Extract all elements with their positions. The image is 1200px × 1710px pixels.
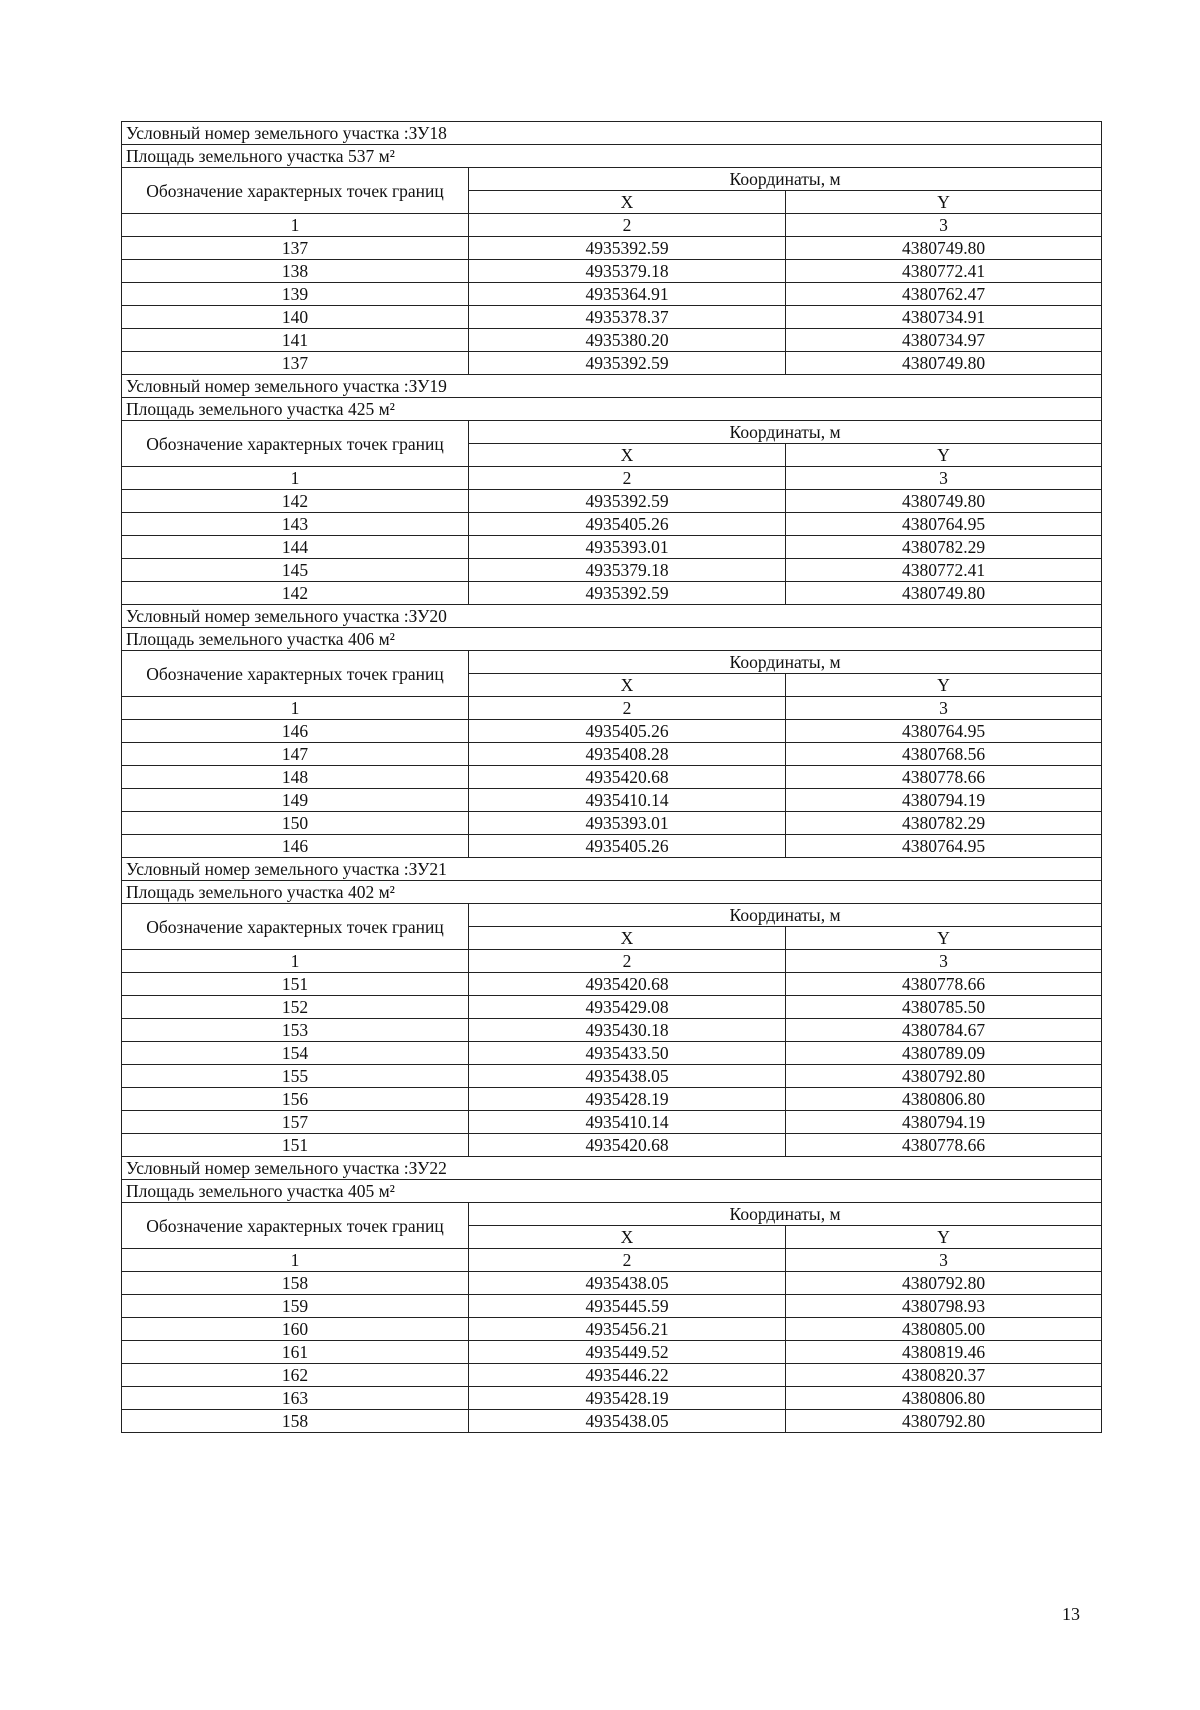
parcel-area-unit: м² xyxy=(378,882,395,902)
table-row xyxy=(122,789,1102,812)
point-number: 140 xyxy=(122,306,469,329)
y-coordinate: 4380778.66 xyxy=(786,1134,1102,1157)
parcel-number-label: Условный номер земельного участка : xyxy=(126,859,409,879)
parcel-id: ЗУ18 xyxy=(408,123,447,143)
parcel-area xyxy=(122,145,1102,168)
x-coordinate: 4935438.05 xyxy=(469,1272,786,1295)
x-coordinate: 4935364.91 xyxy=(469,283,786,306)
parcel-number-label: Условный номер земельного участка : xyxy=(126,123,409,143)
header-row xyxy=(122,421,1102,444)
table-row xyxy=(122,490,1102,513)
point-number: 142 xyxy=(122,490,469,513)
parcel-area-value: 405 xyxy=(347,1181,375,1201)
y-coordinate: 4380820.37 xyxy=(786,1364,1102,1387)
parcel-area-unit: м² xyxy=(378,146,395,166)
column-number: 3 xyxy=(786,467,1102,490)
table-row xyxy=(122,1364,1102,1387)
coords-header: Координаты, м xyxy=(469,651,1102,674)
header-row xyxy=(122,168,1102,191)
parcel-area-label: Площадь земельного участка xyxy=(126,882,344,902)
x-header: X xyxy=(469,1226,786,1249)
point-number: 146 xyxy=(122,835,469,858)
table-row xyxy=(122,1088,1102,1111)
table-row xyxy=(122,1318,1102,1341)
column-number: 2 xyxy=(469,214,786,237)
parcel-area-value: 537 xyxy=(347,146,375,166)
x-coordinate: 4935420.68 xyxy=(469,766,786,789)
x-coordinate: 4935408.28 xyxy=(469,743,786,766)
parcel-area-unit: м² xyxy=(378,1181,395,1201)
point-number: 153 xyxy=(122,1019,469,1042)
x-coordinate: 4935392.59 xyxy=(469,352,786,375)
coords-header: Координаты, м xyxy=(469,904,1102,927)
point-number: 158 xyxy=(122,1410,469,1433)
parcel-number xyxy=(122,858,1102,881)
page-number: 13 xyxy=(1062,1604,1080,1624)
x-coordinate: 4935392.59 xyxy=(469,582,786,605)
y-coordinate: 4380798.93 xyxy=(786,1295,1102,1318)
table-row xyxy=(122,283,1102,306)
y-coordinate: 4380785.50 xyxy=(786,996,1102,1019)
parcel-number-row xyxy=(122,858,1102,881)
table-row xyxy=(122,1111,1102,1134)
table-row xyxy=(122,720,1102,743)
point-number: 148 xyxy=(122,766,469,789)
points-header: Обозначение характерных точек границ xyxy=(122,168,469,214)
x-coordinate: 4935428.19 xyxy=(469,1387,786,1410)
point-number: 142 xyxy=(122,582,469,605)
y-coordinate: 4380778.66 xyxy=(786,973,1102,996)
point-number: 141 xyxy=(122,329,469,352)
parcel-area-unit: м² xyxy=(378,629,395,649)
parcel-area-row xyxy=(122,628,1102,651)
point-number: 158 xyxy=(122,1272,469,1295)
coords-header: Координаты, м xyxy=(469,1203,1102,1226)
x-coordinate: 4935420.68 xyxy=(469,1134,786,1157)
point-number: 160 xyxy=(122,1318,469,1341)
column-number-row xyxy=(122,467,1102,490)
parcel-area xyxy=(122,1180,1102,1203)
column-number: 2 xyxy=(469,467,786,490)
x-coordinate: 4935405.26 xyxy=(469,720,786,743)
point-number: 143 xyxy=(122,513,469,536)
x-header: X xyxy=(469,927,786,950)
table-row xyxy=(122,1042,1102,1065)
parcel-area-row xyxy=(122,145,1102,168)
x-coordinate: 4935405.26 xyxy=(469,835,786,858)
parcel-number xyxy=(122,605,1102,628)
table-row xyxy=(122,996,1102,1019)
parcel-id: ЗУ20 xyxy=(408,606,447,626)
point-number: 157 xyxy=(122,1111,469,1134)
parcel-number-row xyxy=(122,122,1102,145)
table-row xyxy=(122,329,1102,352)
x-coordinate: 4935379.18 xyxy=(469,260,786,283)
parcel-area-value: 406 xyxy=(347,629,375,649)
x-coordinate: 4935449.52 xyxy=(469,1341,786,1364)
y-coordinate: 4380805.00 xyxy=(786,1318,1102,1341)
point-number: 162 xyxy=(122,1364,469,1387)
parcel-area-value: 402 xyxy=(347,882,375,902)
coords-header: Координаты, м xyxy=(469,168,1102,191)
parcel-number-label: Условный номер земельного участка : xyxy=(126,1158,409,1178)
y-header: Y xyxy=(786,191,1102,214)
parcel-number-row xyxy=(122,1157,1102,1180)
point-number: 139 xyxy=(122,283,469,306)
point-number: 138 xyxy=(122,260,469,283)
column-number-row xyxy=(122,950,1102,973)
column-number: 3 xyxy=(786,697,1102,720)
x-header: X xyxy=(469,191,786,214)
points-header: Обозначение характерных точек границ xyxy=(122,421,469,467)
x-coordinate: 4935433.50 xyxy=(469,1042,786,1065)
x-coordinate: 4935420.68 xyxy=(469,973,786,996)
parcel-area-row xyxy=(122,1180,1102,1203)
table-row xyxy=(122,973,1102,996)
y-coordinate: 4380749.80 xyxy=(786,237,1102,260)
point-number: 156 xyxy=(122,1088,469,1111)
point-number: 147 xyxy=(122,743,469,766)
y-coordinate: 4380772.41 xyxy=(786,559,1102,582)
column-number: 1 xyxy=(122,1249,469,1272)
points-header: Обозначение характерных точек границ xyxy=(122,1203,469,1249)
point-number: 151 xyxy=(122,1134,469,1157)
table-row xyxy=(122,306,1102,329)
column-number: 3 xyxy=(786,1249,1102,1272)
x-coordinate: 4935393.01 xyxy=(469,536,786,559)
x-coordinate: 4935445.59 xyxy=(469,1295,786,1318)
parcel-area-value: 425 xyxy=(347,399,375,419)
point-number: 163 xyxy=(122,1387,469,1410)
table-row xyxy=(122,1019,1102,1042)
header-row xyxy=(122,904,1102,927)
y-coordinate: 4380819.46 xyxy=(786,1341,1102,1364)
x-coordinate: 4935410.14 xyxy=(469,1111,786,1134)
x-header: X xyxy=(469,674,786,697)
y-coordinate: 4380782.29 xyxy=(786,536,1102,559)
point-number: 137 xyxy=(122,237,469,260)
y-coordinate: 4380734.91 xyxy=(786,306,1102,329)
point-number: 150 xyxy=(122,812,469,835)
x-coordinate: 4935410.14 xyxy=(469,789,786,812)
table-row xyxy=(122,1272,1102,1295)
parcel-area xyxy=(122,398,1102,421)
point-number: 152 xyxy=(122,996,469,1019)
column-number-row xyxy=(122,697,1102,720)
table-row xyxy=(122,1134,1102,1157)
x-coordinate: 4935392.59 xyxy=(469,490,786,513)
y-coordinate: 4380806.80 xyxy=(786,1387,1102,1410)
y-coordinate: 4380792.80 xyxy=(786,1065,1102,1088)
y-coordinate: 4380749.80 xyxy=(786,582,1102,605)
y-coordinate: 4380782.29 xyxy=(786,812,1102,835)
parcel-number xyxy=(122,375,1102,398)
y-coordinate: 4380772.41 xyxy=(786,260,1102,283)
header-row xyxy=(122,651,1102,674)
x-coordinate: 4935405.26 xyxy=(469,513,786,536)
column-number-row xyxy=(122,1249,1102,1272)
y-coordinate: 4380764.95 xyxy=(786,720,1102,743)
y-coordinate: 4380792.80 xyxy=(786,1272,1102,1295)
table-row xyxy=(122,766,1102,789)
y-header: Y xyxy=(786,444,1102,467)
point-number: 155 xyxy=(122,1065,469,1088)
column-number: 1 xyxy=(122,214,469,237)
column-number: 1 xyxy=(122,467,469,490)
y-header: Y xyxy=(786,674,1102,697)
y-coordinate: 4380792.80 xyxy=(786,1410,1102,1433)
y-coordinate: 4380778.66 xyxy=(786,766,1102,789)
coordinates-table-body xyxy=(122,122,1102,1433)
table-row xyxy=(122,743,1102,766)
table-row xyxy=(122,812,1102,835)
y-header: Y xyxy=(786,927,1102,950)
table-row xyxy=(122,1065,1102,1088)
table-row xyxy=(122,513,1102,536)
parcel-id: ЗУ21 xyxy=(408,859,447,879)
parcel-number-row xyxy=(122,605,1102,628)
table-row xyxy=(122,582,1102,605)
column-number-row xyxy=(122,214,1102,237)
y-coordinate: 4380784.67 xyxy=(786,1019,1102,1042)
points-header: Обозначение характерных точек границ xyxy=(122,904,469,950)
x-coordinate: 4935446.22 xyxy=(469,1364,786,1387)
parcel-area-label: Площадь земельного участка xyxy=(126,629,344,649)
x-coordinate: 4935393.01 xyxy=(469,812,786,835)
parcel-number-row xyxy=(122,375,1102,398)
column-number: 2 xyxy=(469,1249,786,1272)
points-header: Обозначение характерных точек границ xyxy=(122,651,469,697)
point-number: 145 xyxy=(122,559,469,582)
table-row xyxy=(122,237,1102,260)
y-coordinate: 4380806.80 xyxy=(786,1088,1102,1111)
parcel-area-label: Площадь земельного участка xyxy=(126,399,344,419)
parcel-number-label: Условный номер земельного участка : xyxy=(126,606,409,626)
y-coordinate: 4380762.47 xyxy=(786,283,1102,306)
y-coordinate: 4380789.09 xyxy=(786,1042,1102,1065)
column-number: 3 xyxy=(786,214,1102,237)
point-number: 146 xyxy=(122,720,469,743)
point-number: 151 xyxy=(122,973,469,996)
x-coordinate: 4935428.19 xyxy=(469,1088,786,1111)
parcel-area-unit: м² xyxy=(378,399,395,419)
y-coordinate: 4380764.95 xyxy=(786,835,1102,858)
parcel-number xyxy=(122,1157,1102,1180)
column-number: 1 xyxy=(122,697,469,720)
table-row xyxy=(122,352,1102,375)
x-header: X xyxy=(469,444,786,467)
column-number: 2 xyxy=(469,697,786,720)
y-coordinate: 4380749.80 xyxy=(786,490,1102,513)
y-coordinate: 4380764.95 xyxy=(786,513,1102,536)
y-coordinate: 4380734.97 xyxy=(786,329,1102,352)
parcel-area-label: Площадь земельного участка xyxy=(126,1181,344,1201)
x-coordinate: 4935430.18 xyxy=(469,1019,786,1042)
x-coordinate: 4935438.05 xyxy=(469,1065,786,1088)
parcel-area-row xyxy=(122,881,1102,904)
parcel-area-row xyxy=(122,398,1102,421)
point-number: 149 xyxy=(122,789,469,812)
parcel-area xyxy=(122,628,1102,651)
point-number: 137 xyxy=(122,352,469,375)
table-row xyxy=(122,1295,1102,1318)
table-row xyxy=(122,260,1102,283)
x-coordinate: 4935378.37 xyxy=(469,306,786,329)
table-row xyxy=(122,1410,1102,1433)
point-number: 161 xyxy=(122,1341,469,1364)
table-row xyxy=(122,1341,1102,1364)
point-number: 154 xyxy=(122,1042,469,1065)
table-row xyxy=(122,536,1102,559)
y-coordinate: 4380768.56 xyxy=(786,743,1102,766)
x-coordinate: 4935429.08 xyxy=(469,996,786,1019)
point-number: 159 xyxy=(122,1295,469,1318)
parcel-id: ЗУ22 xyxy=(408,1158,447,1178)
coords-header: Координаты, м xyxy=(469,421,1102,444)
coordinates-table xyxy=(121,121,1102,1433)
x-coordinate: 4935392.59 xyxy=(469,237,786,260)
parcel-number-label: Условный номер земельного участка : xyxy=(126,376,409,396)
parcel-id: ЗУ19 xyxy=(408,376,447,396)
x-coordinate: 4935379.18 xyxy=(469,559,786,582)
table-row xyxy=(122,835,1102,858)
table-row xyxy=(122,1387,1102,1410)
column-number: 3 xyxy=(786,950,1102,973)
column-number: 1 xyxy=(122,950,469,973)
y-coordinate: 4380749.80 xyxy=(786,352,1102,375)
x-coordinate: 4935438.05 xyxy=(469,1410,786,1433)
y-coordinate: 4380794.19 xyxy=(786,1111,1102,1134)
y-header: Y xyxy=(786,1226,1102,1249)
parcel-area xyxy=(122,881,1102,904)
point-number: 144 xyxy=(122,536,469,559)
y-coordinate: 4380794.19 xyxy=(786,789,1102,812)
header-row xyxy=(122,1203,1102,1226)
x-coordinate: 4935456.21 xyxy=(469,1318,786,1341)
column-number: 2 xyxy=(469,950,786,973)
parcel-area-label: Площадь земельного участка xyxy=(126,146,344,166)
parcel-number xyxy=(122,122,1102,145)
x-coordinate: 4935380.20 xyxy=(469,329,786,352)
table-row xyxy=(122,559,1102,582)
